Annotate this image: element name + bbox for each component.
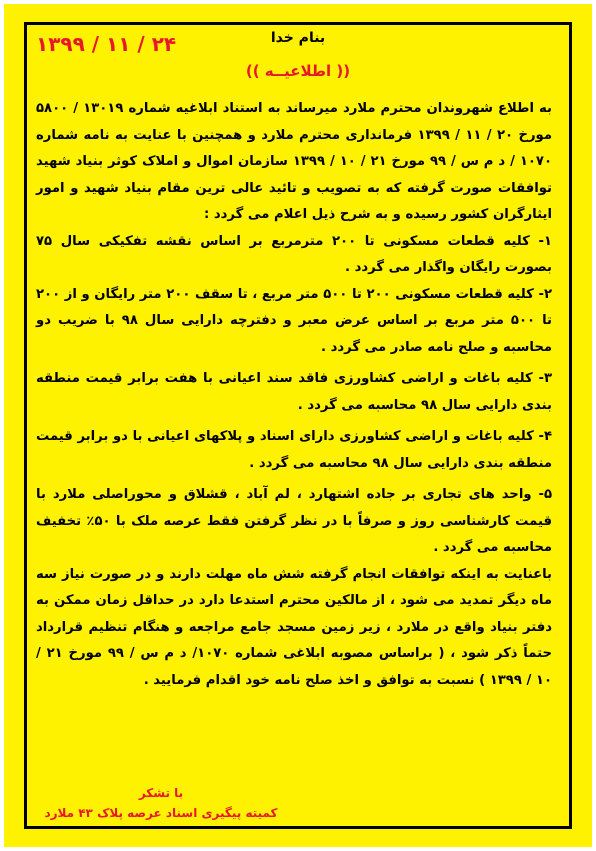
- notice-body: [36, 96, 552, 694]
- list-item-3: ۳- کلیه باغات و اراضی کشاورزی فاقد سند اعیانی با هفت برابر قیمت منطقه بندی دارایی سال ۹۸ محاسبه می گردد .: [36, 371, 552, 413]
- thanks-text: با تشکر: [138, 786, 184, 800]
- list-item-1: ۱- کلیه قطعات مسکونی تا ۲۰۰ مترمربع بر اساس نقشه تفکیکی سال ۷۵ بصورت رایگان واگذار می گردد .: [36, 233, 552, 275]
- notice-title: (( اطلاعیــه )): [245, 62, 351, 80]
- signature-block: [36, 783, 286, 823]
- intro-paragraph: به اطلاع شهروندان محترم ملارد میرساند به استناد ابلاغیه شماره ۱۳۰۱۹ / ۵۸۰۰ مورخ ۲۰ / ۱۱ / ۱۳۹۹ فرمانداری محترم ملارد و همچنین با عنایت به نامه شماره ۱۰۷۰ / د م س / ۹۹ مورخ ۲۱ / ۱۰ / ۱۳۹۹ سازمان اموال و املاک کوثر بنیاد شهید توافقات صورت گرفته که به تصویب و تائید عالی ترین مقام بنیاد شهید و امور ایثارگران کشور رسیده و به شرح ذیل اعلام می گردد :: [36, 101, 553, 222]
- list-item-4: ۴- کلیه باغات و اراضی کشاورزی دارای اسناد و پلاکهای اعیانی با دو برابر قیمت منطقه بندی دارایی سال ۹۸ محاسبه می گردد .: [36, 429, 552, 471]
- closing-paragraph: باعنایت به اینکه توافقات انجام گرفته شش ماه مهلت دارند و در صورت نیاز سه ماه دیگر تمدید می شود ، از مالکین محترم استدعا دارد در حداقل زمان ممکن به دفتر بنیاد واقع در ملارد ، زیر زمین مسجد جامع مراجعه و هنگام تنظیم قرارداد حتماً ذکر شود ، ( براساس مصوبه ابلاغی شماره ۱۰۷۰/ د م س / ۹۹ مورخ ۲۱ / ۱۰ / ۱۳۹۹ ) نسبت به توافق و اخذ صلح نامه خود اقدام فرمایید .: [36, 566, 552, 688]
- committee-signature: کمیته پیگیری اسناد عرصه پلاک ۴۳ ملارد: [44, 806, 278, 820]
- notice-date: ۱۳۹۹ / ۱۱ / ۲۴: [36, 32, 177, 56]
- list-item-5: ۵- واحد های تجاری بر جاده اشتهارد ، لم آباد ، قشلاق و محوراصلی ملارد با قیمت کارشناسی روز و صرفاً با در نظر گرفتن فقط عرصه ملک با ۵۰٪ تخفیف محاسبه می گردد .: [36, 487, 552, 555]
- list-item-2: ۲- کلیه قطعات مسکونی ۲۰۰ تا ۵۰۰ متر مربع ، تا سقف ۲۰۰ متر رایگان و از ۲۰۰ تا ۵۰۰ متر مربع بر اساس عرض معبر و دفترچه دارایی سال ۹۸ با ضریب دو محاسبه و صلح نامه صادر می گردد .: [36, 286, 552, 355]
- notice-heading: بنام خدا: [270, 30, 326, 46]
